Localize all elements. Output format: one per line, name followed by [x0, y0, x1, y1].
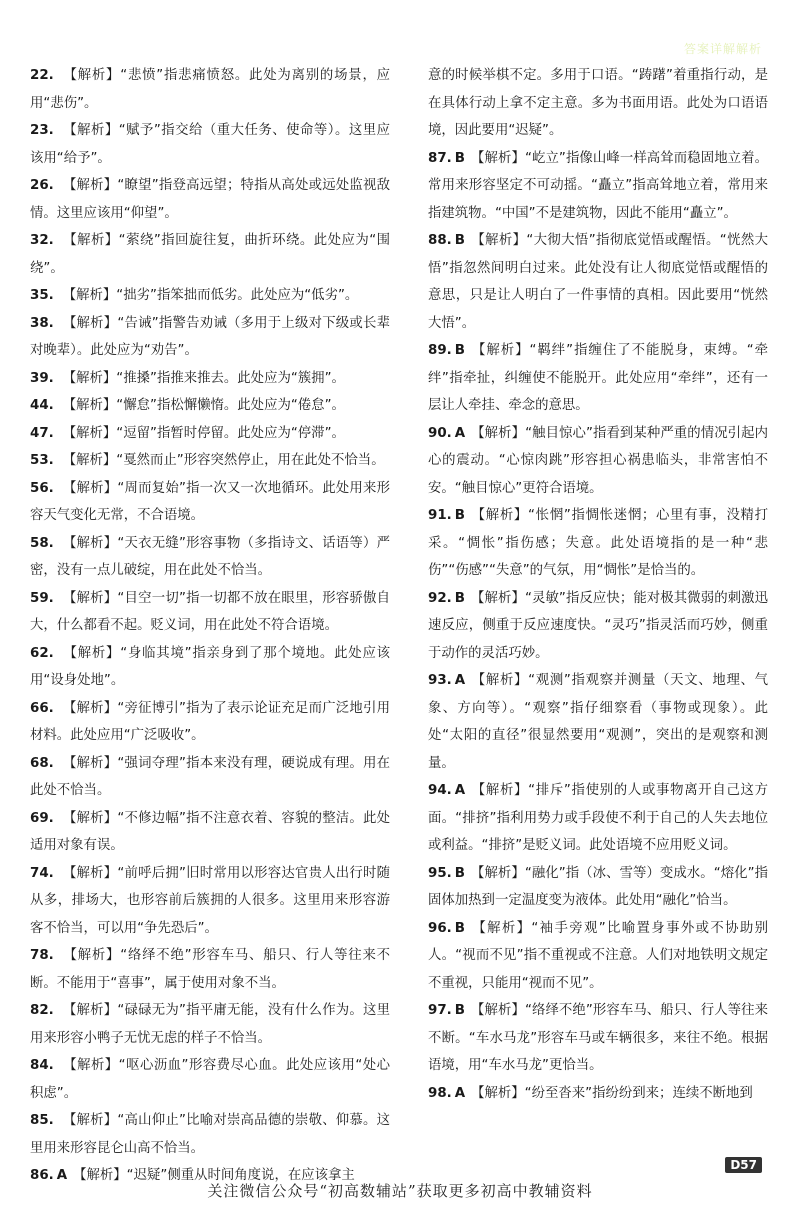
- answer-choice: A: [454, 1085, 466, 1101]
- question-number: 58.: [30, 535, 54, 551]
- analysis-tag: 【解析】: [62, 700, 118, 716]
- right-column: [428, 62, 768, 1107]
- analysis-text: “周而复始”指一次又一次地循环。此处用来形容天气变化无常，不合语境。: [30, 480, 391, 523]
- analysis-text: “触目惊心”指看到某种严重的情况引起内心的震动。“心惊肉跳”形容担心祸患临头，非常害怕不安。“触目惊心”更符合语境。: [428, 425, 769, 496]
- analysis-text: “悲愤”指悲痛愤怒。此处为离别的场景，应用“悲伤”。: [30, 68, 391, 111]
- analysis-tag: 【解析】: [62, 425, 117, 441]
- answer-entry: [30, 695, 390, 750]
- answer-entry: [428, 337, 768, 420]
- analysis-text: “萦绕”指回旋往复，曲折环绕。此处应为“围绕”。: [30, 233, 391, 276]
- analysis-tag: 【解析】: [62, 590, 118, 606]
- question-number: 88.: [428, 233, 452, 248]
- analysis-tag: 【解析】: [62, 535, 118, 551]
- page-number: D57: [725, 1157, 762, 1173]
- answer-entry: [30, 172, 390, 227]
- analysis-text: “络绎不绝”形容车马、船只、行人等往来不断。“车水马龙”形容车马或车辆很多，来往不绝。根据语境，用“车水马龙”更恰当。: [428, 1003, 769, 1073]
- analysis-tag: 【解析】: [62, 178, 118, 193]
- analysis-text: “旁征博引”指为了表示论证充足而广泛地引用材料。此处应用“广泛吸收”。: [30, 700, 391, 743]
- answer-entry: [30, 805, 390, 860]
- analysis-text: “观测”指观察并测量（天文、地理、气象、方向等）。“观察”指仔细察看（事物或现象）。此处“太阳的直径”很显然要用“观测”，突出的是观察和测量。: [428, 673, 769, 771]
- question-number: 23.: [30, 123, 54, 138]
- analysis-tag: 【解析】: [470, 1003, 525, 1018]
- answer-choice: B: [454, 233, 465, 248]
- answer-entry: [428, 997, 768, 1080]
- answer-choice: B: [454, 508, 465, 523]
- answer-choice: A: [56, 1168, 68, 1183]
- analysis-tag: 【解析】: [62, 865, 118, 881]
- analysis-tag: 【解析】: [471, 673, 529, 688]
- analysis-text: “羁绊”指缠住了不能脱身，束缚。“牵绊”指牵扯，纠缠使不能脱开。此处应用“牵绊”，还有一层让人牵挂、牵念的意思。: [428, 343, 769, 413]
- question-number: 93.: [428, 673, 452, 688]
- right-entries: [428, 145, 768, 1108]
- right-continuation: 意的时候举棋不定。多用于口语。“踌躇”着重指行动，是在具体行动上拿不定主意。多为书面用语。此处为口语语境，因此要用“迟疑”。: [428, 68, 768, 138]
- analysis-text: “碌碌无为”指平庸无能，没有什么作为。这里用来形容小鸭子无忧无虑的样子不恰当。: [30, 1003, 391, 1046]
- question-number: 69.: [30, 810, 54, 826]
- answer-choice: B: [454, 150, 465, 166]
- analysis-text: “呕心沥血”形容费尽心血。此处应该用“处心积虑”。: [30, 1058, 391, 1101]
- question-number: 56.: [30, 480, 54, 496]
- analysis-tag: 【解析】: [62, 68, 121, 83]
- analysis-text: “袖手旁观”比喻置身事外或不协助别人。“视而不见”指不重视或不注意。人们对地铁明文规定不重视，只能用“视而不见”。: [428, 920, 769, 991]
- question-number: 47.: [30, 425, 54, 441]
- answer-entry: [30, 447, 390, 475]
- analysis-text: “迟疑”侧重从时间角度说，在应该拿主: [126, 1168, 355, 1183]
- analysis-text: “瞭望”指登高远望；特指从高处或远处监视敌情。这里应该用“仰望”。: [30, 178, 391, 221]
- analysis-text: “拙劣”指笨拙而低劣。此处应为“低劣”。: [116, 288, 359, 303]
- answer-entry: [428, 915, 768, 998]
- analysis-text: “戛然而止”形容突然停止，用在此处不恰当。: [116, 453, 385, 468]
- answer-entry: [428, 145, 768, 228]
- answer-entry: [30, 392, 390, 420]
- question-number: 62.: [30, 645, 54, 661]
- left-entries: [30, 62, 390, 1190]
- answer-entry: [428, 777, 768, 860]
- question-number: 96.: [428, 920, 452, 936]
- answer-choice: B: [454, 590, 465, 606]
- question-number: 84.: [30, 1058, 54, 1073]
- answer-entry: [30, 310, 390, 365]
- question-number: 74.: [30, 865, 54, 881]
- analysis-text: “懈怠”指松懈懒惰。此处应为“倦怠”。: [116, 398, 345, 413]
- question-number: 59.: [30, 590, 54, 606]
- question-number: 85.: [30, 1113, 54, 1128]
- analysis-text: “告诫”指警告劝诫（多用于上级对下级或长辈对晚辈）。此处应为“劝告”。: [30, 315, 391, 358]
- analysis-tag: 【解析】: [62, 948, 121, 963]
- answer-entry: [30, 585, 390, 640]
- question-number: 90.: [428, 425, 452, 441]
- question-number: 78.: [30, 948, 54, 963]
- answer-entry: [428, 585, 768, 668]
- answer-entry: [428, 667, 768, 777]
- analysis-tag: 【解析】: [62, 123, 119, 138]
- answer-choice: A: [454, 673, 466, 688]
- analysis-text: “赋予”指交给（重大任务、使命等）。这里应该用“给予”。: [30, 123, 390, 166]
- answer-choice: B: [454, 1003, 465, 1018]
- analysis-tag: 【解析】: [470, 150, 525, 166]
- analysis-text: “身临其境”指亲身到了那个境地。此处应该用“设身处地”。: [30, 645, 391, 688]
- question-number: 91.: [428, 508, 452, 523]
- question-number: 92.: [428, 590, 452, 606]
- analysis-text: “屹立”指像山峰一样高耸而稳固地立着。常用来形容坚定不可动摇。“矗立”指高耸地立着，常用来指建筑物。“中国”不是建筑物，因此不能用“矗立”。: [428, 150, 769, 221]
- analysis-text: “目空一切”指一切都不放在眼里，形容骄傲自大，什么都看不起。贬义词，用在此处不符合语境。: [30, 590, 391, 633]
- analysis-tag: 【解析】: [470, 508, 529, 523]
- question-number: 87.: [428, 150, 452, 166]
- answer-entry: [30, 365, 390, 393]
- question-number: 38.: [30, 315, 54, 331]
- question-number: 95.: [428, 865, 452, 881]
- analysis-text: “融化”指（冰、雪等）变成水。“熔化”指固体加热到一定温度变为液体。此处用“融化”恰当。: [428, 865, 769, 908]
- answer-entry: [30, 227, 390, 282]
- answer-entry: [428, 227, 768, 337]
- analysis-tag: 【解析】: [62, 370, 117, 386]
- question-number: 82.: [30, 1003, 54, 1018]
- answer-entry: [428, 1080, 768, 1108]
- answer-entry: [428, 502, 768, 585]
- question-number: 39.: [30, 370, 54, 386]
- question-number: 97.: [428, 1003, 452, 1018]
- analysis-tag: 【解析】: [62, 315, 118, 331]
- answer-choice: A: [454, 783, 466, 798]
- analysis-tag: 【解析】: [62, 810, 118, 826]
- answer-entry: [30, 475, 390, 530]
- analysis-text: “大彻大悟”指彻底觉悟或醒悟。“恍然大悟”指忽然间明白过来。此处没有让人彻底觉悟或醒悟的意思，只是让人明白了一件事情的真相。因此要用“恍然大悟”。: [428, 233, 769, 331]
- analysis-tag: 【解析】: [471, 783, 529, 798]
- answer-entry: [30, 997, 390, 1052]
- question-number: 98.: [428, 1085, 452, 1101]
- analysis-tag: 【解析】: [62, 288, 117, 303]
- analysis-tag: 【解析】: [62, 755, 118, 771]
- answer-entry: [30, 750, 390, 805]
- answer-entry: [428, 860, 768, 915]
- answer-choice: B: [454, 343, 465, 358]
- analysis-tag: 【解析】: [62, 480, 118, 496]
- analysis-text: “纷至沓来”指纷纷到来；连续不断地到: [524, 1085, 753, 1101]
- analysis-tag: 【解析】: [470, 590, 525, 606]
- analysis-tag: 【解析】: [62, 398, 117, 413]
- header-watermark: 答案详解解析: [683, 42, 762, 56]
- answer-choice: A: [454, 425, 466, 441]
- analysis-tag: 【解析】: [62, 1058, 119, 1073]
- question-number: 32.: [30, 233, 54, 248]
- left-column: [30, 62, 390, 1190]
- question-number: 35.: [30, 288, 54, 303]
- answer-entry: [30, 420, 390, 448]
- answer-entry: [30, 640, 390, 695]
- answer-entry: [30, 1052, 390, 1107]
- analysis-text: “逗留”指暂时停留。此处应为“停滞”。: [116, 425, 345, 441]
- answer-entry: [30, 860, 390, 943]
- answer-entry: [30, 117, 390, 172]
- analysis-tag: 【解析】: [471, 425, 526, 441]
- analysis-tag: 【解析】: [62, 645, 121, 661]
- answer-entry: [30, 530, 390, 585]
- question-number: 66.: [30, 700, 54, 716]
- analysis-text: “高山仰止”比喻对崇高品德的崇敬、仰慕。这里用来形容昆仑山高不恰当。: [30, 1113, 391, 1156]
- question-number: 86.: [30, 1168, 54, 1183]
- answer-entry: [30, 1107, 390, 1162]
- analysis-tag: 【解析】: [62, 1113, 118, 1128]
- answer-entry: [30, 282, 390, 310]
- analysis-text: “怅惘”指惆怅迷惘；心里有事，没精打采。“惆怅”指伤感；失意。此处语境指的是一种“悲伤”“伤感”“失意”的气氛，用“惆怅”是恰当的。: [428, 508, 769, 578]
- answer-choice: B: [454, 865, 465, 881]
- answer-entry: [30, 62, 390, 117]
- analysis-tag: 【解析】: [471, 1085, 525, 1101]
- question-number: 68.: [30, 755, 54, 771]
- question-number: 44.: [30, 398, 54, 413]
- footer-note: 关注微信公众号“初高数辅站”获取更多初高中教辅资料: [207, 1182, 593, 1200]
- analysis-text: “排斥”指使别的人或事物离开自己这方面。“排挤”指利用势力或手段使不利于自己的人失去地位或利益。“排挤”是贬义词。此处语境不应用贬义词。: [428, 783, 769, 853]
- analysis-tag: 【解析】: [62, 233, 119, 248]
- analysis-tag: 【解析】: [62, 1003, 118, 1018]
- question-number: 53.: [30, 453, 54, 468]
- analysis-tag: 【解析】: [73, 1168, 127, 1183]
- question-number: 22.: [30, 68, 54, 83]
- analysis-tag: 【解析】: [62, 453, 117, 468]
- analysis-tag: 【解析】: [470, 233, 527, 248]
- answer-entry: [428, 420, 768, 503]
- question-number: 26.: [30, 178, 54, 193]
- analysis-text: “天衣无缝”形容事物（多指诗文、话语等）严密，没有一点儿破绽，用在此处不恰当。: [30, 535, 391, 578]
- analysis-text: “灵敏”指反应快；能对极其微弱的刺激迅速反应，侧重于反应速度快。“灵巧”指灵活而巧妙，侧重于动作的灵活巧妙。: [428, 590, 769, 661]
- analysis-tag: 【解析】: [470, 865, 525, 881]
- analysis-text: “络绎不绝”形容车马、船只、行人等往来不断。不能用于“喜事”，属于使用对象不当。: [30, 948, 391, 991]
- analysis-text: “推搡”指推来推去。此处应为“簇拥”。: [116, 370, 345, 386]
- question-number: 89.: [428, 343, 452, 358]
- answer-choice: B: [454, 920, 465, 936]
- analysis-text: “不修边幅”指不注意衣着、容貌的整洁。此处适用对象有误。: [30, 810, 391, 853]
- question-number: 94.: [428, 783, 452, 798]
- analysis-tag: 【解析】: [470, 920, 532, 936]
- analysis-tag: 【解析】: [470, 343, 530, 358]
- analysis-text: “前呼后拥”旧时常用以形容达官贵人出行时随从多，排场大，也形容前后簇拥的人很多。这里用来形容游客不恰当，可以用“争先恐后”。: [30, 865, 391, 936]
- answer-entry: [30, 942, 390, 997]
- analysis-text: “强词夺理”指本来没有理，硬说成有理。用在此处不恰当。: [30, 755, 391, 798]
